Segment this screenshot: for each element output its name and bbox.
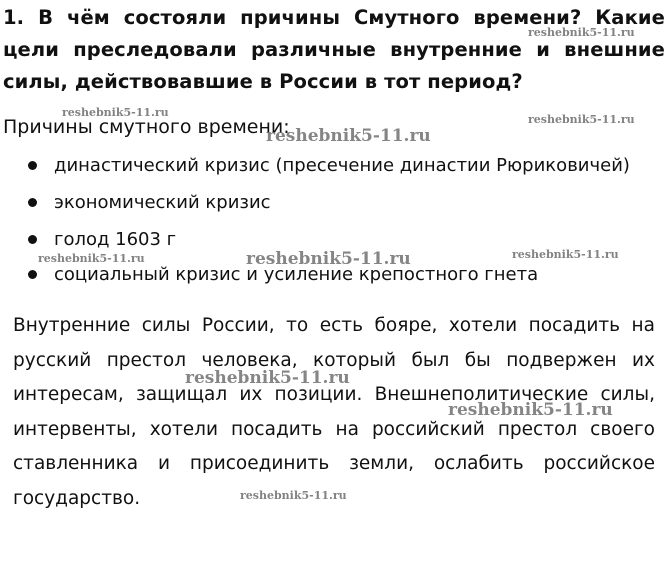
watermark: reshebnik5-11.ru — [512, 248, 619, 261]
bullet-icon — [28, 161, 37, 170]
watermark: reshebnik5-11.ru — [240, 489, 347, 502]
causes-heading: Причины смутного времени: — [3, 116, 290, 138]
answer-line: русский престол человека, который был бы подвержен их — [13, 349, 655, 371]
list-item-text: экономический кризис — [54, 191, 271, 213]
list-item — [28, 187, 271, 217]
answer-line: Внутренние силы России, то есть бояре, хотели посадить на — [13, 315, 655, 336]
watermark: reshebnik5-11.ru — [448, 400, 613, 420]
list-item-text: династический кризис (пресечение династии Рюриковичей) — [54, 154, 630, 176]
watermark: reshebnik5-11.ru — [62, 106, 169, 119]
watermark: reshebnik5-11.ru — [185, 368, 350, 388]
watermark: reshebnik5-11.ru — [266, 126, 431, 146]
question-heading: 1. В чём состояли причины Смутного времени? Какие цели преследовали различные внутренние и внешние силы, действовавшие в России в тот период? — [3, 6, 665, 93]
list-item — [28, 224, 176, 254]
watermark: reshebnik5-11.ru — [246, 249, 411, 269]
watermark: reshebnik5-11.ru — [528, 113, 635, 126]
answer-line: государство. — [13, 487, 141, 509]
list-item-text: голод 1603 г — [54, 228, 177, 250]
bullet-icon — [28, 235, 37, 244]
watermark: reshebnik5-11.ru — [38, 252, 145, 265]
list-item-text: социальный кризис и усиление крепостного гнета — [54, 263, 539, 285]
list-item — [28, 150, 630, 180]
answer-line: ставленника и присоединить земли, ослабить российское — [13, 453, 655, 474]
answer-line: интересам, защищал их позиции. Внешнеполитические силы, — [13, 384, 655, 405]
bullet-icon — [28, 270, 37, 279]
answer-line: интервенты, хотели посадить на российский престол своего — [13, 418, 655, 440]
bullet-icon — [28, 198, 37, 207]
watermark: reshebnik5-11.ru — [528, 26, 635, 39]
